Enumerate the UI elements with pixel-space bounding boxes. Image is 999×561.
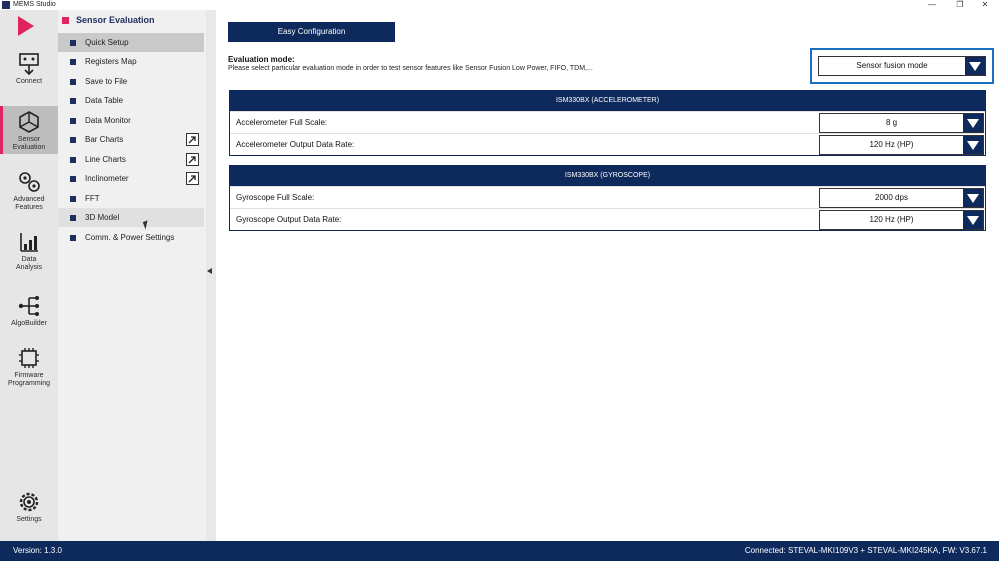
rail-item-advanced-features[interactable]: Advanced Features (0, 170, 58, 214)
open-external-icon[interactable] (186, 153, 199, 166)
gears-icon (16, 170, 42, 194)
gyroscope-section (229, 165, 986, 231)
rail-item-firmware-programming[interactable]: Firmware Programming (0, 346, 58, 394)
menu-item-bar-charts[interactable]: Bar Charts (58, 130, 204, 149)
menu-item-save-to-file[interactable]: Save to File (58, 72, 204, 91)
bullet-icon (70, 40, 76, 46)
chart-icon (16, 230, 42, 254)
accelerometer-section (229, 90, 986, 156)
connection-status: Connected: STEVAL-MKI109V3 + STEVAL-MKI245KA, FW: V3.67.1 (744, 546, 987, 555)
menu-item-data-table[interactable]: Data Table (58, 91, 204, 110)
minimize-button[interactable]: — (928, 0, 936, 9)
play-icon[interactable] (18, 16, 34, 36)
rail-item-data-analysis[interactable]: Data Analysis (0, 230, 58, 274)
panel-splitter[interactable] (206, 10, 216, 541)
accelerometer-odr-row: Accelerometer Output Data Rate: 120 Hz (HP) (230, 133, 985, 155)
rail-item-algobuilder[interactable]: AlgoBuilder (0, 294, 58, 334)
gyroscope-header: ISM330BX (GYROSCOPE) (230, 166, 985, 186)
algobuilder-icon (16, 294, 42, 318)
easy-configuration-button[interactable]: Easy Configuration (228, 22, 395, 42)
bullet-icon (70, 79, 76, 85)
connect-icon (16, 52, 42, 76)
bullet-icon (70, 59, 76, 65)
window-title: MEMS Studio (13, 1, 56, 8)
version-label: Version: 1.3.0 (13, 546, 62, 555)
gyroscope-odr-row: Gyroscope Output Data Rate: 120 Hz (HP) (230, 208, 985, 230)
bullet-icon (70, 176, 76, 182)
settings-icon (16, 490, 42, 514)
menu-item-inclinometer[interactable]: Inclinometer (58, 169, 204, 188)
dropdown-arrow-icon[interactable] (963, 136, 983, 154)
gyroscope-full-scale-row: Gyroscope Full Scale: 2000 dps (230, 186, 985, 208)
chip-icon (16, 346, 42, 370)
evaluation-mode-title: Evaluation mode: (228, 55, 295, 64)
bullet-icon (70, 215, 76, 221)
menu-header-marker-icon (62, 17, 69, 24)
evaluation-mode-highlight (810, 48, 994, 84)
rail-item-connect[interactable]: Connect (0, 52, 58, 94)
accelerometer-header: ISM330BX (ACCELEROMETER) (230, 91, 985, 111)
menu-title: Sensor Evaluation (76, 15, 155, 25)
sensor-evaluation-menu (58, 10, 206, 541)
accelerometer-full-scale-select[interactable]: 8 g (819, 113, 984, 133)
bullet-icon (70, 157, 76, 163)
restore-button[interactable]: ❐ (956, 0, 964, 9)
bullet-icon (70, 235, 76, 241)
menu-item-comm-power-settings[interactable]: Comm. & Power Settings (58, 228, 204, 247)
dropdown-arrow-icon[interactable] (963, 211, 983, 229)
menu-header (62, 14, 155, 26)
bullet-icon (70, 118, 76, 124)
bullet-icon (70, 98, 76, 104)
dropdown-arrow-icon[interactable] (963, 189, 983, 207)
gyroscope-odr-select[interactable]: 120 Hz (HP) (819, 210, 984, 230)
status-bar (0, 541, 999, 561)
app-logo-icon (2, 1, 10, 9)
open-external-icon[interactable] (186, 133, 199, 146)
menu-item-quick-setup[interactable]: Quick Setup (58, 33, 204, 52)
bullet-icon (70, 137, 76, 143)
dropdown-arrow-icon[interactable] (963, 114, 983, 132)
nav-rail (0, 10, 58, 541)
close-button[interactable]: ✕ (981, 0, 989, 9)
sensor-evaluation-icon (16, 110, 42, 134)
accelerometer-full-scale-row: Accelerometer Full Scale: 8 g (230, 111, 985, 133)
collapse-arrow-icon[interactable] (207, 268, 212, 274)
menu-item-line-charts[interactable]: Line Charts (58, 150, 204, 169)
quick-setup-content (216, 10, 999, 541)
open-external-icon[interactable] (186, 172, 199, 185)
title-bar (0, 0, 999, 10)
evaluation-mode-description: Please select particular evaluation mode in order to test sensor features like Sensor Fusion Low Power, FIFO, TDM,... (228, 65, 593, 72)
menu-item-data-monitor[interactable]: Data Monitor (58, 111, 204, 130)
dropdown-arrow-icon[interactable] (965, 57, 985, 75)
menu-item-registers-map[interactable]: Registers Map (58, 52, 204, 71)
menu-item-fft[interactable]: FFT (58, 189, 204, 208)
accelerometer-odr-select[interactable]: 120 Hz (HP) (819, 135, 984, 155)
gyroscope-full-scale-select[interactable]: 2000 dps (819, 188, 984, 208)
rail-item-sensor-evaluation[interactable]: Sensor Evaluation (0, 106, 58, 154)
bullet-icon (70, 196, 76, 202)
menu-item-3d-model[interactable]: 3D Model (58, 208, 204, 227)
rail-item-settings[interactable]: Settings (0, 490, 58, 534)
evaluation-mode-select[interactable]: Sensor fusion mode (818, 56, 986, 76)
